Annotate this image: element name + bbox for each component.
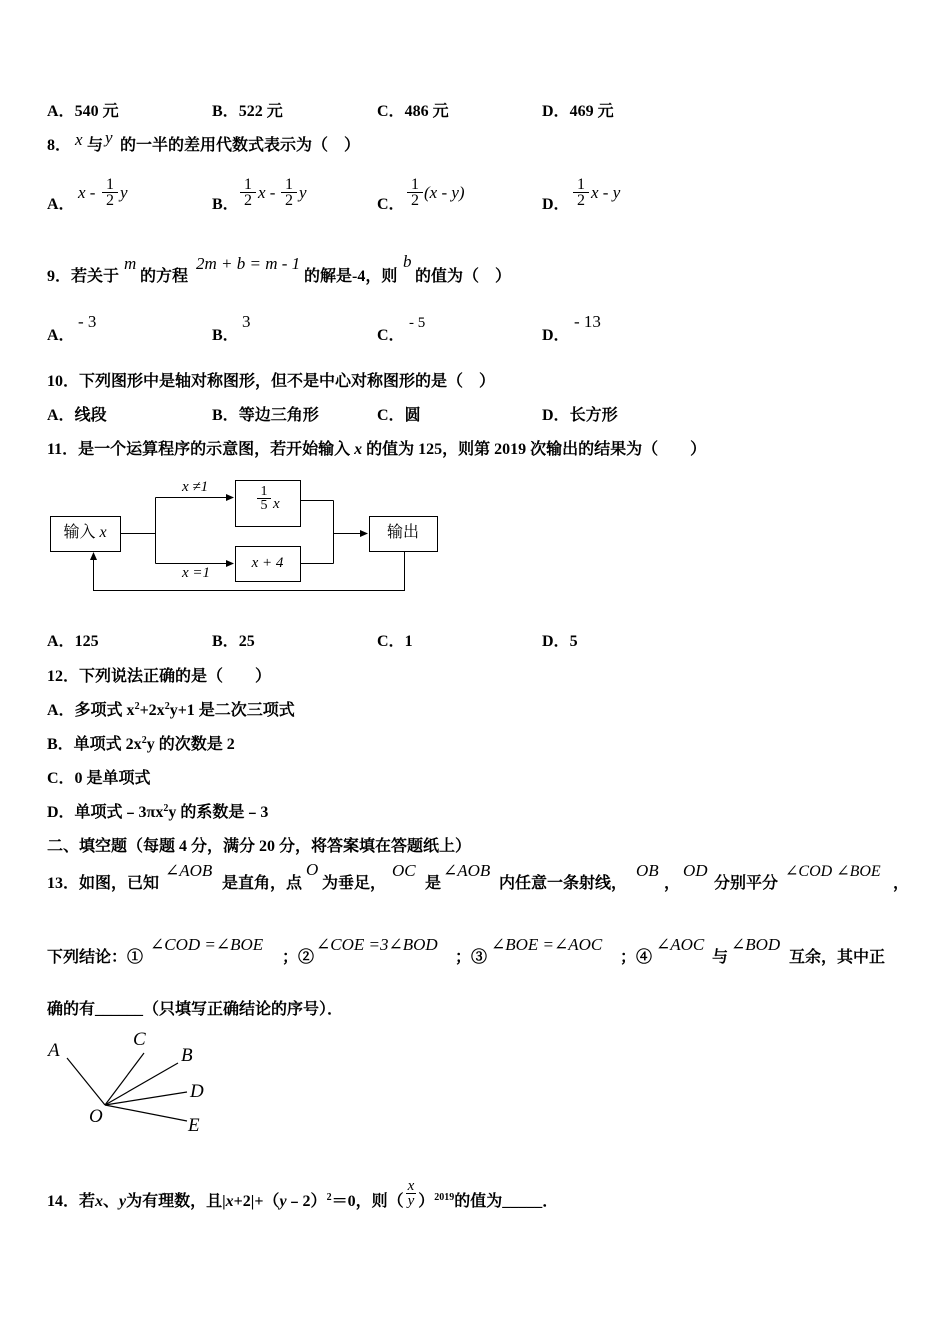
top-box-fraction	[257, 485, 271, 513]
q9-option-d-value: - 13	[574, 312, 601, 331]
point-label-c: C	[133, 1029, 146, 1050]
text-part: ＝0，则（	[331, 1193, 404, 1210]
text-part: 的值为_____．	[454, 1193, 559, 1210]
denominator: 2	[285, 192, 293, 209]
q9-var-m: m	[124, 254, 137, 273]
q13-text: 分别平分	[714, 875, 779, 892]
q8-option-b-label: B．	[212, 196, 239, 213]
option-text: 5	[569, 633, 578, 650]
q13-math: ∠COD ∠BOE	[785, 863, 881, 880]
text-part: B．单项式 2x	[47, 736, 142, 753]
q14-stem	[47, 1177, 559, 1212]
exponent: 2	[164, 701, 170, 712]
option-label: A．	[47, 103, 75, 120]
option-text: 1	[404, 633, 413, 650]
denominator: 2	[106, 192, 114, 209]
q10-option-d	[542, 406, 618, 426]
q8-option-b-fraction-2	[281, 177, 297, 209]
q9-stem-3: 的解是-4，则	[304, 268, 398, 285]
var-y: y	[279, 1193, 287, 1210]
q9-equation: 2m + b = m - 1	[196, 254, 301, 273]
option-label: A．	[47, 633, 75, 650]
q13-math: O	[306, 860, 319, 879]
q8-var-x: x	[75, 130, 83, 149]
option-text: 25	[238, 633, 255, 650]
q13-text: 是	[425, 875, 442, 892]
text-part: 为有理数，且|	[126, 1193, 226, 1210]
option-text: 线段	[74, 407, 107, 424]
q12-option-a	[47, 701, 295, 721]
option-label: D．	[542, 407, 570, 424]
arrow-head	[226, 560, 234, 567]
option-text: 522 元	[238, 103, 283, 120]
top-box-var: x	[273, 496, 280, 512]
q13-text: ；③	[455, 949, 488, 966]
q11-stem-post: 的值为 125，则第 2019 次输出的结果为（ ）	[362, 441, 707, 458]
option-label: D．	[542, 633, 570, 650]
option-text: 125	[74, 633, 99, 650]
q13-text: 与	[712, 949, 729, 966]
q13-text: ；④	[620, 949, 653, 966]
q9-option-b-label: B．	[212, 327, 239, 344]
q11-stem	[47, 440, 706, 460]
q12-option-c: C．0 是单项式	[47, 770, 151, 787]
q13-text: 为垂足，	[322, 875, 387, 892]
var-x: x	[95, 1193, 104, 1210]
q8-option-c-post: (x - y)	[424, 183, 465, 202]
exponent: 2019	[434, 1192, 455, 1203]
point-label-d: D	[190, 1081, 204, 1102]
numerator: 1	[102, 177, 118, 193]
text-part: 14．若	[47, 1193, 96, 1210]
text-part: D．单项式﹣3πx	[47, 804, 164, 821]
text-part: 、	[103, 1193, 120, 1210]
q11-option-b	[212, 632, 255, 652]
q9-option-a-label: A．	[47, 327, 75, 344]
q9-option-b-value: 3	[242, 312, 251, 331]
option-text: 圆	[404, 407, 421, 424]
ray-oc	[105, 1053, 144, 1105]
var-y: y	[119, 1193, 127, 1210]
q12-stem: 12．下列说法正确的是（ ）	[47, 668, 272, 685]
condition-bottom: x =1	[182, 565, 211, 581]
option-label: C．	[377, 103, 405, 120]
denominator: y	[407, 1192, 415, 1209]
exponent: 2	[134, 701, 140, 712]
q9-stem-2: 的方程	[140, 268, 189, 285]
option-text: 469 元	[569, 103, 614, 120]
q9-option-d-label: D．	[542, 327, 570, 344]
text-part: ）	[418, 1193, 435, 1210]
numerator: x	[407, 1177, 415, 1194]
q8-option-c-label: C．	[377, 196, 405, 213]
q8-option-a-pre: x -	[78, 183, 96, 202]
q9-option-c-value: - 5	[409, 315, 426, 331]
denominator: 2	[577, 192, 585, 209]
input-label: 输入	[63, 524, 96, 541]
arrow-head	[226, 494, 234, 501]
option-text: 540 元	[74, 103, 119, 120]
q10-option-c	[377, 406, 421, 426]
q10-option-b	[212, 406, 319, 426]
text-part: y 的次数是 2	[146, 736, 235, 753]
q8-option-a-label: A．	[47, 196, 75, 213]
exponent: 2	[326, 1192, 332, 1203]
q8-option-a-fraction	[102, 177, 118, 209]
q7-option-b	[212, 102, 283, 122]
denominator: 2	[411, 192, 419, 209]
q13-math: ∠AOC	[656, 935, 705, 954]
q10-stem: 10．下列图形中是轴对称图形，但不是中心对称图形的是（ ）	[47, 373, 496, 390]
option-text: 等边三角形	[238, 407, 319, 424]
numerator: 1	[240, 177, 256, 193]
numerator: 1	[257, 485, 271, 499]
option-text: 长方形	[569, 407, 618, 424]
text-part: y 的系数是﹣3	[168, 804, 269, 821]
q13-text: ；②	[282, 949, 315, 966]
point-label-a: A	[48, 1040, 60, 1061]
denominator: 2	[244, 192, 252, 209]
text-part: y+1 是二次三项式	[169, 702, 295, 719]
q8-option-a-post: y	[120, 183, 128, 202]
q14-fraction	[406, 1179, 417, 1208]
q8-var-y: y	[105, 128, 113, 147]
point-label-o: O	[89, 1106, 103, 1127]
ray-oe	[105, 1105, 187, 1121]
q8-option-d-post: x - y	[591, 183, 621, 202]
arrow-head	[360, 530, 368, 537]
q11-option-c	[377, 632, 413, 652]
input-var: x	[99, 524, 107, 541]
numerator: 1	[407, 177, 423, 193]
option-label: B．	[212, 633, 239, 650]
input-box-text	[50, 523, 120, 543]
q8-option-b-post: y	[299, 183, 307, 202]
q13-math: OB	[636, 861, 659, 880]
point-label-b: B	[181, 1045, 193, 1066]
q9-option-c-label: C．	[377, 327, 405, 344]
q9-stem-1: 9．若关于	[47, 268, 120, 285]
q13-text: 下列结论：①	[47, 949, 144, 966]
q8-option-c-fraction	[407, 177, 423, 209]
bottom-box-expr: x + 4	[251, 555, 284, 571]
q8-option-d-fraction	[573, 177, 589, 209]
q8-number: 8．	[47, 137, 72, 154]
q13-text: 互余，其中正	[789, 949, 886, 966]
output-label: 输出	[386, 524, 419, 541]
option-label: A．	[47, 407, 75, 424]
condition-top: x ≠1	[182, 479, 209, 495]
q12-option-d	[47, 803, 268, 823]
option-label: B．	[212, 103, 239, 120]
q13-math: ∠COD =∠BOE	[150, 935, 264, 954]
q8-stem: 的一半的差用代数式表示为（ ）	[120, 137, 361, 154]
q13-math: ∠AOB	[443, 861, 491, 880]
text-part: ﹣2）	[286, 1193, 327, 1210]
option-text: 486 元	[404, 103, 449, 120]
q7-option-c	[377, 102, 449, 122]
option-label: C．	[377, 407, 405, 424]
q7-option-d	[542, 102, 614, 122]
q11-option-d	[542, 632, 578, 652]
q13-text: 是直角，点	[222, 875, 303, 892]
q8-option-b-mid: x -	[258, 183, 276, 202]
q9-option-a-value: - 3	[78, 312, 97, 331]
q11-option-a	[47, 632, 99, 652]
exponent: 2	[141, 735, 147, 746]
q13-math: ∠BOE =∠AOC	[491, 935, 603, 954]
point-label-e: E	[188, 1115, 200, 1136]
ray-oa	[67, 1058, 105, 1105]
q13-text: 内任意一条射线，	[499, 875, 628, 892]
section-title: 二、填空题（每题 4 分，满分 20 分，将答案填在答题纸上）	[47, 838, 472, 855]
option-label: D．	[542, 103, 570, 120]
text-part: +2|+（	[233, 1193, 280, 1210]
q12-option-b	[47, 735, 235, 755]
denominator: 5	[260, 498, 268, 513]
numerator: 1	[281, 177, 297, 193]
q11-stem-pre: 11．是一个运算程序的示意图，若开始输入	[47, 441, 355, 458]
q13-math: OD	[683, 861, 708, 880]
q13-math: ∠AOB	[165, 861, 213, 880]
option-label: B．	[212, 407, 239, 424]
q8-option-b-fraction-1	[240, 177, 256, 209]
text-part: A．多项式 x	[47, 702, 135, 719]
q13-math: OC	[392, 861, 416, 880]
q13-math: ∠BOD	[731, 935, 781, 954]
option-label: C．	[377, 633, 405, 650]
var-x: x	[225, 1193, 234, 1210]
q10-option-a	[47, 406, 107, 426]
q13-text: 确的有______（只填写正确结论的序号）．	[47, 1001, 344, 1018]
q9-var-b: b	[403, 252, 412, 271]
q11-var-x: x	[354, 441, 363, 458]
q8-option-d-label: D．	[542, 196, 570, 213]
q9-stem-4: 的值为（ ）	[415, 268, 512, 285]
text-part: +2x	[139, 702, 165, 719]
q8-conj: 与	[87, 137, 104, 154]
q13-text: 13．如图，已知	[47, 875, 160, 892]
q7-option-a	[47, 102, 119, 122]
numerator: 1	[573, 177, 589, 193]
arrow-head	[90, 552, 97, 560]
exponent: 2	[163, 803, 169, 814]
q13-text: ，	[893, 875, 910, 892]
q13-math: ∠COE =3∠BOD	[316, 935, 438, 954]
q13-text: ，	[664, 875, 681, 892]
